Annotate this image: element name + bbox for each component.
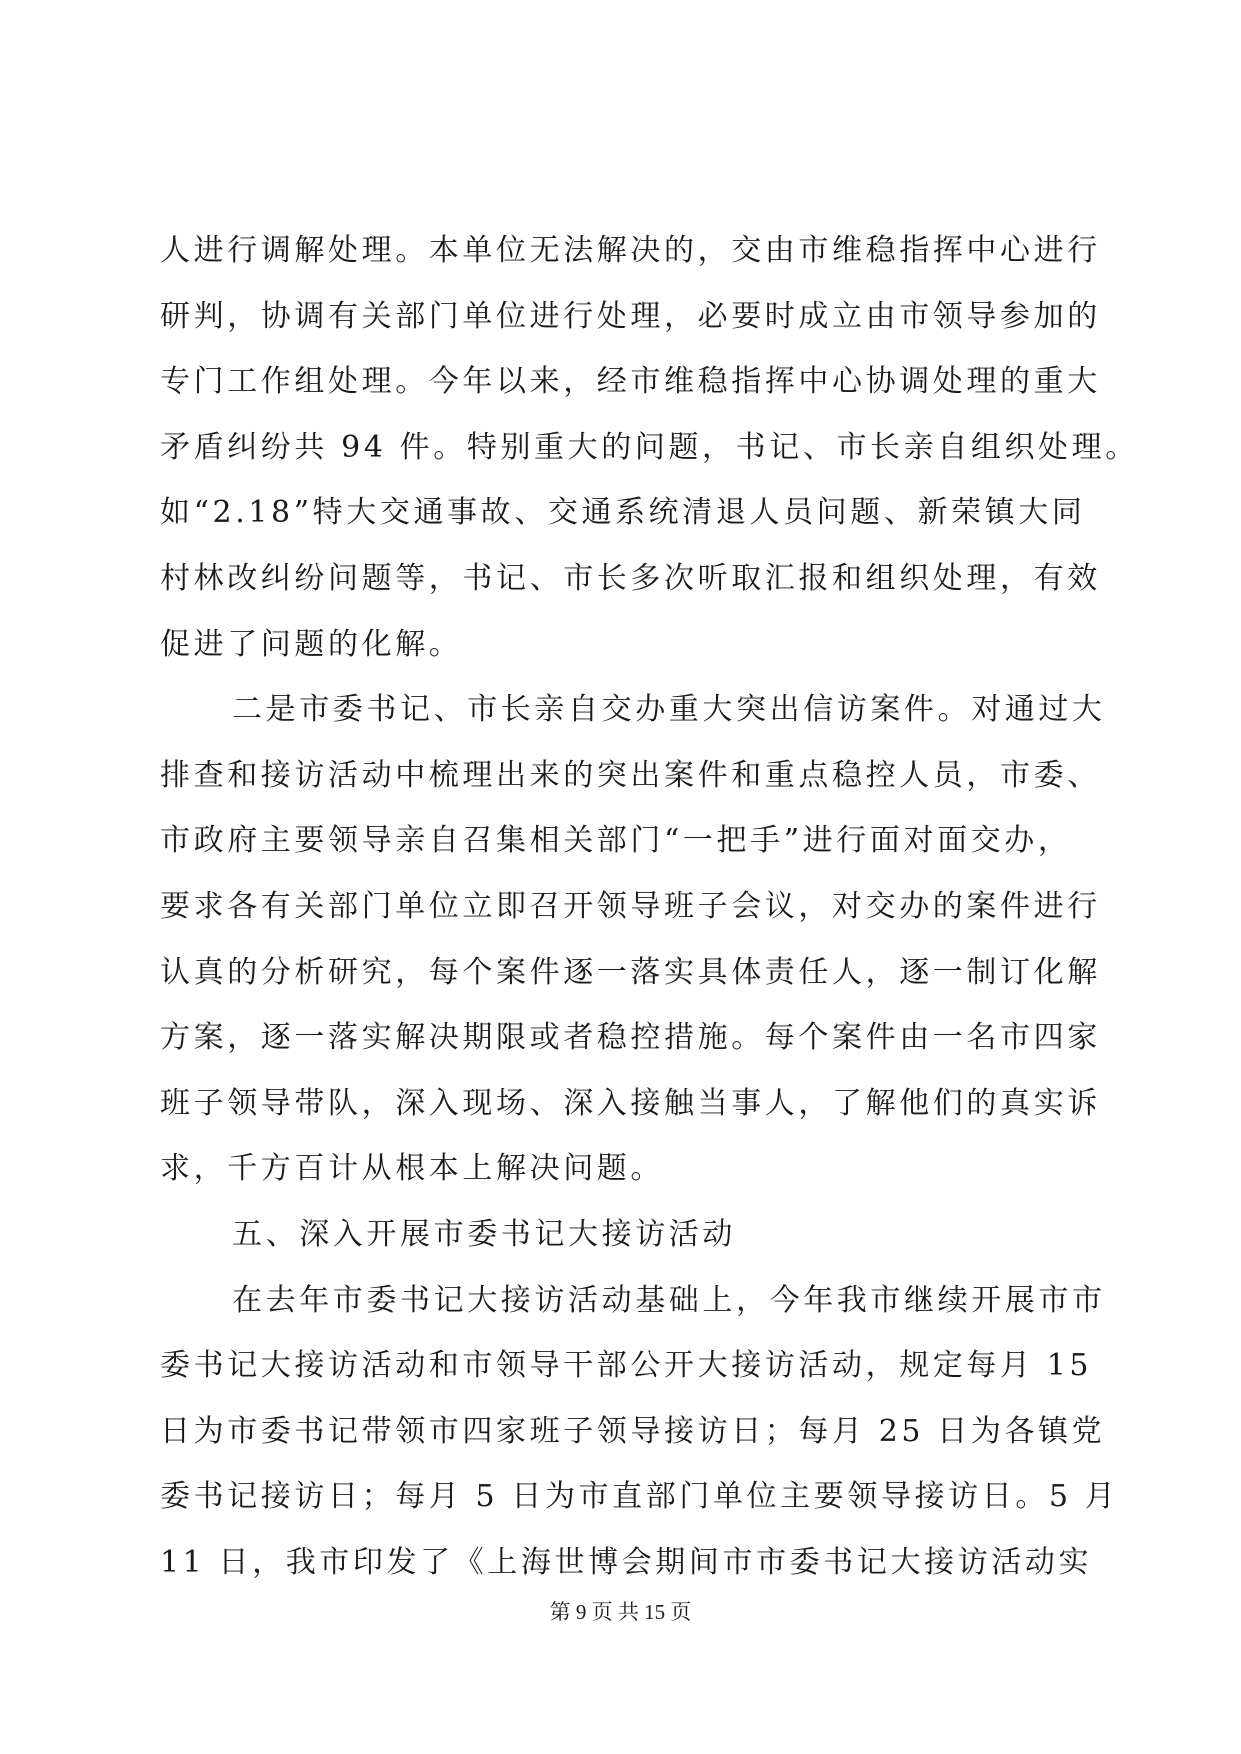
text-line: 委书记接访日；每月 5 日为市直部门单位主要领导接访日。5 月 (160, 1479, 1119, 1515)
text-line: 市政府主要领导亲自召集相关部门“一把手”进行面对面交办， (160, 823, 1072, 859)
text-line: 人进行调解处理。本单位无法解决的，交由市维稳指挥中心进行 (160, 233, 1101, 268)
text-line: 矛盾纠纷共 94 件。特别重大的问题，书记、市长亲自组织处理。 (160, 429, 1139, 465)
text-line: 方案，逐一落实解决期限或者稳控措施。每个案件由一名市四家 (160, 1020, 1101, 1056)
text-line: 委书记大接访活动和市领导干部公开大接访活动，规定每月 15 (160, 1348, 1093, 1384)
page-number-footer: 第 9 页 共 15 页 (549, 1600, 692, 1624)
paragraph-start-line: 在去年市委书记大接访活动基础上，今年我市继续开展市市 (232, 1282, 1106, 1318)
section-heading: 五、深入开展市委书记大接访活动 (232, 1216, 736, 1252)
text-line: 日为市委书记带领市四家班子领导接访日；每月 25 日为各镇党 (160, 1413, 1106, 1449)
text-line: 村林改纠纷问题等，书记、市长多次听取汇报和组织处理，有效 (160, 560, 1101, 596)
text-line: 要求各有关部门单位立即召开领导班子会议，对交办的案件进行 (160, 888, 1101, 924)
text-line: 研判，协调有关部门单位进行处理，必要时成立由市领导参加的 (160, 298, 1101, 334)
text-line: 班子领导带队，深入现场、深入接触当事人，了解他们的真实诉 (160, 1085, 1101, 1121)
text-line: 求，千方百计从根本上解决问题。 (160, 1151, 664, 1187)
paragraph-start-line: 二是市委书记、市长亲自交办重大突出信访案件。对通过大 (232, 692, 1106, 728)
text-line: 专门工作组处理。今年以来，经市维稳指挥中心协调处理的重大 (160, 364, 1101, 400)
text-line: 认真的分析研究，每个案件逐一落实具体责任人，逐一制订化解 (160, 954, 1101, 990)
text-line: 11 日，我市印发了《上海世博会期间市市委书记大接访活动实 (160, 1544, 1093, 1580)
document-body (160, 218, 1139, 1595)
text-line: 排查和接访活动中梳理出来的突出案件和重点稳控人员，市委、 (160, 757, 1101, 793)
text-line: 如“2.18”特大交通事故、交通系统清退人员问题、新荣镇大同 (160, 495, 1086, 531)
text-line: 促进了问题的化解。 (160, 626, 463, 662)
